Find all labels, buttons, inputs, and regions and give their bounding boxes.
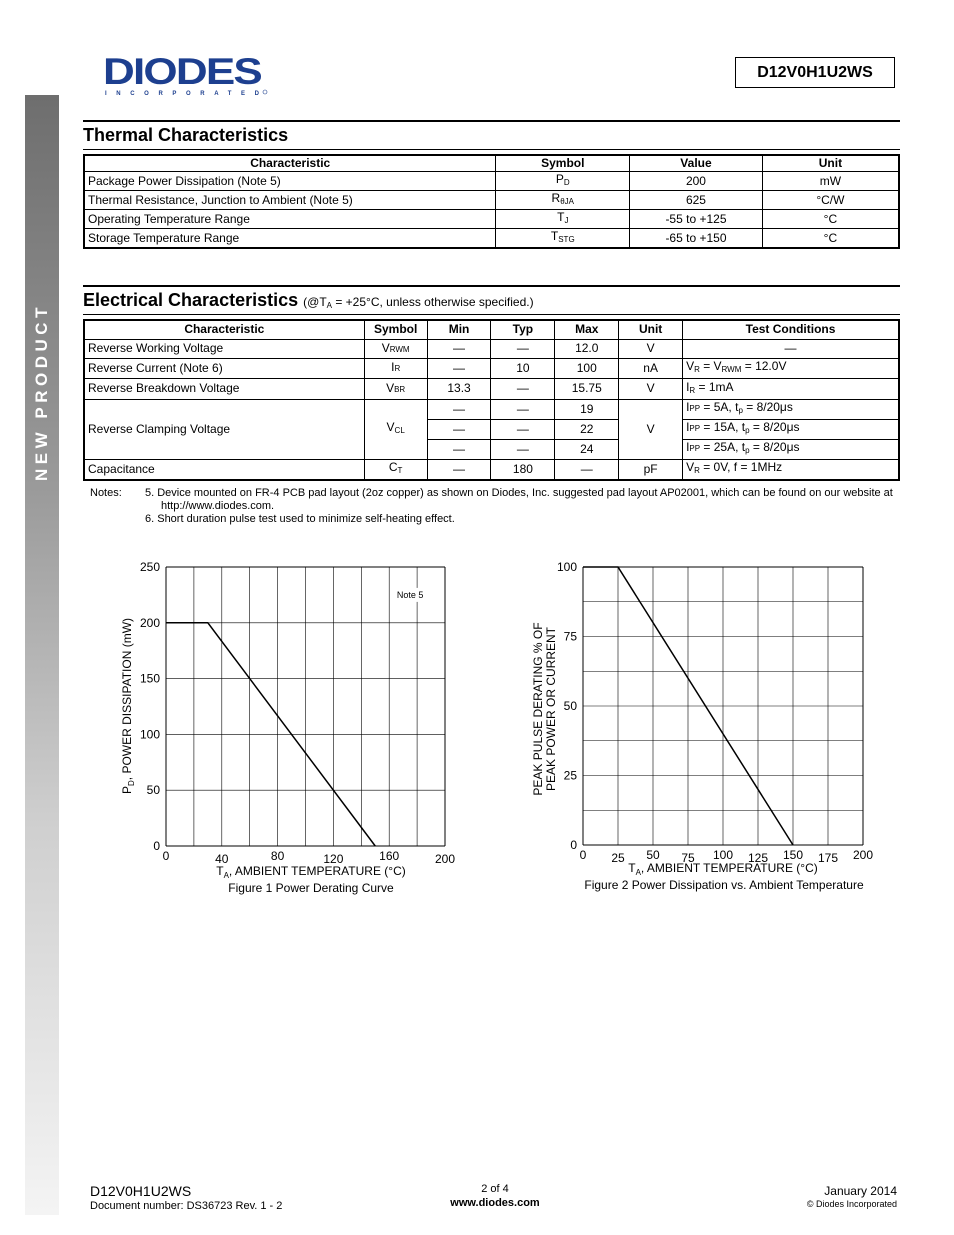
cell-min: — xyxy=(427,419,491,439)
part-number-box: D12V0H1U2WS xyxy=(735,57,895,88)
x-tick-label: 25 xyxy=(611,851,625,865)
cell-characteristic: Operating Temperature Range xyxy=(84,210,496,229)
cell-typ: — xyxy=(491,439,555,459)
cell-typ: — xyxy=(491,378,555,399)
y-axis-label-line1: PEAK PULSE DERATING % OF xyxy=(531,622,545,796)
cell-characteristic: Reverse Clamping Voltage xyxy=(84,399,364,459)
col-header: Max xyxy=(555,320,619,339)
cell-characteristic: Reverse Current (Note 6) xyxy=(84,358,364,378)
footer-copyright: © Diodes Incorporated xyxy=(806,1199,897,1209)
cell-max: 12.0 xyxy=(555,339,619,358)
note-5: 5. Device mounted on FR-4 PCB pad layout (2oz copper) as shown on Diodes, Inc. suggested pad layout AP02001, which can be found on our website at xyxy=(145,487,893,499)
x-tick-label: 100 xyxy=(712,848,734,862)
footer-doc-number: Document number: DS36723 Rev. 1 - 2 xyxy=(90,1200,283,1212)
cell-typ: — xyxy=(491,339,555,358)
cell-unit: nA xyxy=(619,358,683,378)
x-tick-label: 40 xyxy=(215,852,229,866)
y-tick-label: 50 xyxy=(563,699,577,713)
electrical-title: Electrical Characteristics ($@T_A = +25^\circ C$, unless otherwise specified.) xyxy=(83,290,534,310)
footer-page: 2 of 4 xyxy=(481,1183,509,1195)
cell-value: -55 to +125 xyxy=(630,210,763,229)
cell-unit: V xyxy=(619,399,683,459)
cell-characteristic: Storage Temperature Range xyxy=(84,229,496,249)
table-header-row xyxy=(84,155,899,172)
table-row xyxy=(84,229,899,249)
y-axis-label-line2: PEAK POWER OR CURRENT xyxy=(544,626,558,792)
cell-characteristic: Capacitance xyxy=(84,459,364,480)
cell-symbol: VBR xyxy=(364,378,427,399)
cell-unit: mW xyxy=(762,172,899,191)
x-tick-label: 120 xyxy=(323,852,344,866)
cell-test: $V_R = V_{RWM} = 12.0V$ xyxy=(683,358,899,378)
cell-unit: V xyxy=(619,339,683,358)
footer-url[interactable]: www.diodes.com xyxy=(450,1197,540,1209)
cell-test: — xyxy=(683,339,899,358)
cell-min: — xyxy=(427,439,491,459)
cell-typ: 10 xyxy=(491,358,555,378)
col-header: Test Conditions xyxy=(683,320,899,339)
cell-value: -65 to +150 xyxy=(630,229,763,249)
col-header: Symbol xyxy=(496,155,630,172)
x-tick-label: 200 xyxy=(434,852,456,866)
cell-min: — xyxy=(427,358,491,378)
electrical-table xyxy=(83,319,900,481)
cell-max: 15.75 xyxy=(555,378,619,399)
y-tick-label: 75 xyxy=(563,629,577,644)
thermal-title: Thermal Characteristics xyxy=(83,125,289,145)
table-row xyxy=(84,210,899,229)
table-row xyxy=(84,191,899,210)
cell-max: 100 xyxy=(555,358,619,378)
x-tick-label: 125 xyxy=(747,851,769,865)
cell-symbol: VRWM xyxy=(364,339,427,358)
y-tick-label: 50 xyxy=(146,783,160,798)
table-row xyxy=(84,358,899,378)
cell-symbol: $T_{STG}$ xyxy=(496,229,630,249)
x-tick-label: 0 xyxy=(579,848,587,862)
col-header: Min xyxy=(427,320,491,339)
cell-test: $V_R = 0V$, f = 1MHz xyxy=(683,459,899,480)
y-axis-label: $P_D$, POWER DISSIPATION (mW) xyxy=(120,617,136,795)
cell-min: — xyxy=(427,339,491,358)
note-5-link: http://www.diodes.com. xyxy=(161,500,275,512)
cell-characteristic: Reverse Breakdown Voltage xyxy=(84,378,364,399)
table-row xyxy=(84,339,899,358)
x-tick-label: 150 xyxy=(782,848,804,862)
cell-unit: °C xyxy=(762,229,899,249)
table-row xyxy=(84,172,899,191)
cell-typ: — xyxy=(491,399,555,419)
x-tick-label: 160 xyxy=(379,849,400,863)
cell-max: 22 xyxy=(555,419,619,439)
section-rule xyxy=(83,120,900,122)
cell-characteristic: Thermal Resistance, Junction to Ambient (Note 5) xyxy=(84,191,496,210)
table-row xyxy=(84,459,899,480)
footer-date: January 2014 xyxy=(824,1184,897,1198)
new-product-label: NEW PRODUCT xyxy=(32,303,51,481)
footer-part: D12V0H1U2WS xyxy=(90,1183,192,1199)
col-header: Typ xyxy=(491,320,555,339)
cell-symbol: $V_{CL}$ xyxy=(364,399,427,459)
col-header: Unit xyxy=(762,155,899,172)
x-tick-label: 0 xyxy=(162,849,170,863)
cell-symbol: $R_{\theta JA}$ xyxy=(496,191,630,210)
cell-unit: °C xyxy=(762,210,899,229)
cell-symbol: $C_T$ xyxy=(364,459,427,480)
y-tick-label: 0 xyxy=(153,839,160,853)
power-derating-chart xyxy=(100,555,480,900)
col-header: Characteristic xyxy=(84,320,364,339)
x-tick-label: 75 xyxy=(681,851,695,865)
cell-value: 625 xyxy=(630,191,763,210)
y-tick-label: 200 xyxy=(139,615,160,630)
cell-characteristic: Reverse Working Voltage xyxy=(84,339,364,358)
annotation-note: Note 5 xyxy=(396,589,424,600)
y-tick-label: 250 xyxy=(139,560,160,574)
section-rule xyxy=(83,149,900,150)
cell-test: IPP = 5A, $t_p = 8/20\mu s$ xyxy=(683,399,899,419)
y-tick-label: 25 xyxy=(563,768,577,783)
cell-characteristic: Package Power Dissipation (Note 5) xyxy=(84,172,496,191)
diodes-logo xyxy=(103,53,268,98)
y-tick-label: 100 xyxy=(556,560,577,574)
section-rule xyxy=(83,285,900,287)
section-rule xyxy=(83,314,900,315)
logo-wordmark: DIODES xyxy=(103,53,262,92)
cell-max: 24 xyxy=(555,439,619,459)
y-tick-label: 0 xyxy=(570,838,577,852)
electrical-condition: ($@T_A = +25^\circ C$, unless otherwise specified.) xyxy=(303,295,534,310)
col-header: Characteristic xyxy=(84,155,496,172)
cell-max: — xyxy=(555,459,619,480)
cell-min: 13.3 xyxy=(427,378,491,399)
cell-typ: 180 xyxy=(491,459,555,480)
cell-typ: — xyxy=(491,419,555,439)
cell-symbol: $T_J$ xyxy=(496,210,630,229)
cell-test: $I_R = 1mA$ xyxy=(683,378,899,399)
x-axis-label: $T_A$, AMBIENT TEMPERATURE (°C) xyxy=(216,864,406,880)
x-tick-label: 175 xyxy=(817,851,839,865)
cell-min: — xyxy=(427,459,491,480)
cell-symbol: $P_D$ xyxy=(496,172,630,191)
x-axis-label: $T_A$, AMBIENT TEMPERATURE (°C) xyxy=(628,861,818,877)
peak-pulse-derating-chart xyxy=(520,555,890,900)
x-tick-label: 200 xyxy=(852,848,874,862)
chart-title: Figure 2 Power Dissipation vs. Ambient Temperature xyxy=(584,878,864,892)
col-header: Symbol xyxy=(364,320,427,339)
note-6: 6. Short duration pulse test used to minimize self-heating effect. xyxy=(145,513,455,525)
y-tick-label: 100 xyxy=(139,727,160,742)
cell-unit: V xyxy=(619,378,683,399)
chart-title: Figure 1 Power Derating Curve xyxy=(228,881,394,895)
cell-unit: pF xyxy=(619,459,683,480)
col-header: Unit xyxy=(619,320,683,339)
cell-unit: °C/W xyxy=(762,191,899,210)
cell-max: 19 xyxy=(555,399,619,419)
col-header: Value xyxy=(630,155,763,172)
cell-test: IPP = 15A, $t_p = 8/20\mu s$ xyxy=(683,419,899,439)
x-tick-label: 50 xyxy=(646,848,660,862)
cell-value: 200 xyxy=(630,172,763,191)
notes-label: Notes: xyxy=(90,487,122,499)
y-tick-label: 150 xyxy=(139,671,160,686)
x-tick-label: 80 xyxy=(270,849,285,863)
thermal-table xyxy=(83,154,900,249)
table-header-row xyxy=(84,320,899,339)
cell-test: IPP = 25A, $t_p = 8/20\mu s$ xyxy=(683,439,899,459)
cell-min: — xyxy=(427,399,491,419)
side-banner xyxy=(25,95,59,1215)
table-row xyxy=(84,378,899,399)
table-row xyxy=(84,399,899,419)
logo-tagline: INCORPORATED xyxy=(105,91,259,97)
cell-symbol: IR xyxy=(364,358,427,378)
